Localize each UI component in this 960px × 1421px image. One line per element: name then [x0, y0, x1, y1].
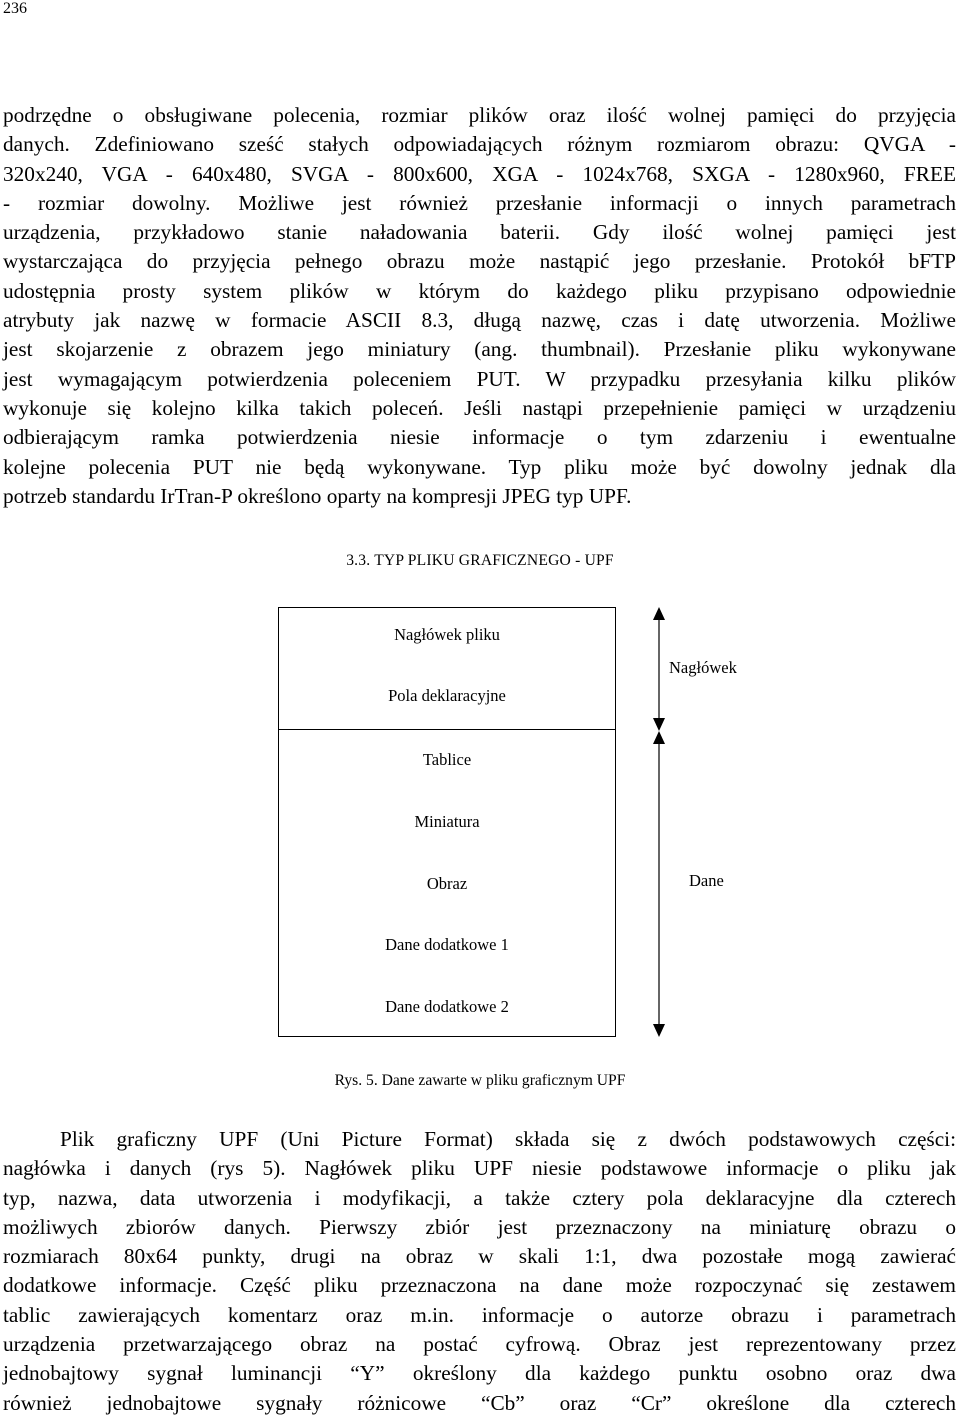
box-label-declaration-fields: Pola deklaracyjne [388, 686, 506, 705]
text-line: kolejne polecenia PUT nie będą wykonywane. Typ pliku może być dowolny jednak dla [3, 454, 956, 479]
text-line: udostępnia prosty system plików w którym do każdego pliku przypisano odpowiednie [3, 278, 956, 303]
diagram-arrows [0, 600, 960, 1040]
text-line: dodatkowe informacje. Część pliku przeznaczona na dane może rozpoczynać się zestawem [3, 1273, 956, 1298]
text-line: również jednobajtowe sygnały różnicowe “Cb” oraz “Cr” określone dla czterech [3, 1390, 956, 1415]
body-paragraph-1 [3, 101, 956, 511]
text-line: nagłówka i danych (rys 5). Nagłówek pliku UPF niesie podstawowe informacje o pliku jak [3, 1156, 956, 1181]
header-label: Nagłówek [669, 658, 737, 677]
figure-caption: Rys. 5. Dane zawarte w pliku graficznym UPF [334, 1072, 626, 1089]
text-line: wystarczająca do przyjęcia pełnego obrazu może nastąpić jego przesłanie. Protokół bFTP [3, 249, 956, 274]
box-label-image: Obraz [426, 874, 468, 893]
box-label-extra-data-2: Dane dodatkowe 2 [385, 997, 509, 1016]
text-line: tablic zawierających komentarz oraz m.in. informacje o autorze obrazu i parametrach [3, 1302, 956, 1327]
body-paragraph-2 [3, 1125, 956, 1418]
text-line: możliwych zbiorów danych. Pierwszy zbiór jest przeznaczony na miniaturę obrazu o [3, 1214, 956, 1239]
text-line: typ, nazwa, data utworzenia i modyfikacji, a także cztery pola deklaracyjne dla czterech [3, 1185, 956, 1210]
text-line: odbierającym ramka potwierdzenia niesie informacje o tym zdarzeniu i ewentualne [3, 425, 956, 450]
text-line: rozmiarach 80x64 punkty, drugi na obraz w skali 1:1, dwa pozostałe mogą zawierać [3, 1244, 956, 1269]
page-number: 236 [3, 0, 27, 17]
text-line: urządzenia przetwarzającego obraz na postać cyfrową. Obraz jest reprezentowany przez [3, 1332, 956, 1357]
text-line: atrybuty jak nazwę w formacie ASCII 8.3, długą nazwę, czas i datę utworzenia. Możliwe [3, 308, 956, 333]
text-line: jednobajtowy sygnał luminancji “Y” określony dla każdego punktu osobno oraz dwa [3, 1361, 956, 1386]
text-line: urządzenia, przykładowo stanie naładowania baterii. Gdy ilość wolnej pamięci jest [3, 220, 956, 245]
box-label-file-header: Nagłówek pliku [394, 625, 500, 644]
text-line: podrzędne o obsługiwane polecenia, rozmiar plików oraz ilość wolnej pamięci do przyjęcia [3, 103, 956, 127]
text-line: 320x240, VGA - 640x480, SVGA - 800x600, XGA - 1024x768, SXGA - 1280x960, FREE [3, 161, 956, 186]
box-label-tables: Tablice [422, 750, 472, 769]
data-label: Dane [689, 871, 724, 890]
text-line: danych. Zdefiniowano sześć stałych odpowiadających różnym rozmiarom obrazu: QVGA - [3, 132, 956, 157]
box-label-thumbnail: Miniatura [414, 812, 480, 831]
text-line: potrzeb standardu IrTran-P określono oparty na kompresji JPEG typ UPF. [3, 483, 632, 508]
header-arrow-top-icon [653, 607, 665, 620]
text-line: jest wymagającym potwierdzenia poleceniem PUT. W przypadku przesyłania kilku plików [3, 366, 956, 391]
data-arrow-top-icon [653, 731, 665, 744]
text-line: wykonuje się kolejno kilka takich poleceń. Jeśli nastąpi przepełnienie pamięci w urządzeniu [3, 395, 956, 420]
section-title: 3.3. TYP PLIKU GRAFICZNEGO - UPF [346, 552, 614, 569]
text-line: - rozmiar dowolny. Możliwe jest również przesłanie informacji o innych parametrach [3, 190, 956, 215]
text-line: jest skojarzenie z obrazem jego miniatury (ang. thumbnail). Przesłanie pliku wykonywane [3, 337, 956, 362]
header-arrow-bottom-icon [653, 718, 665, 731]
data-arrow-bottom-icon [653, 1024, 665, 1037]
box-label-extra-data-1: Dane dodatkowe 1 [385, 935, 509, 954]
upf-structure-diagram [0, 600, 960, 1040]
text-line: Plik graficzny UPF (Uni Picture Format) składa się z dwóch podstawowych części: [60, 1127, 956, 1151]
